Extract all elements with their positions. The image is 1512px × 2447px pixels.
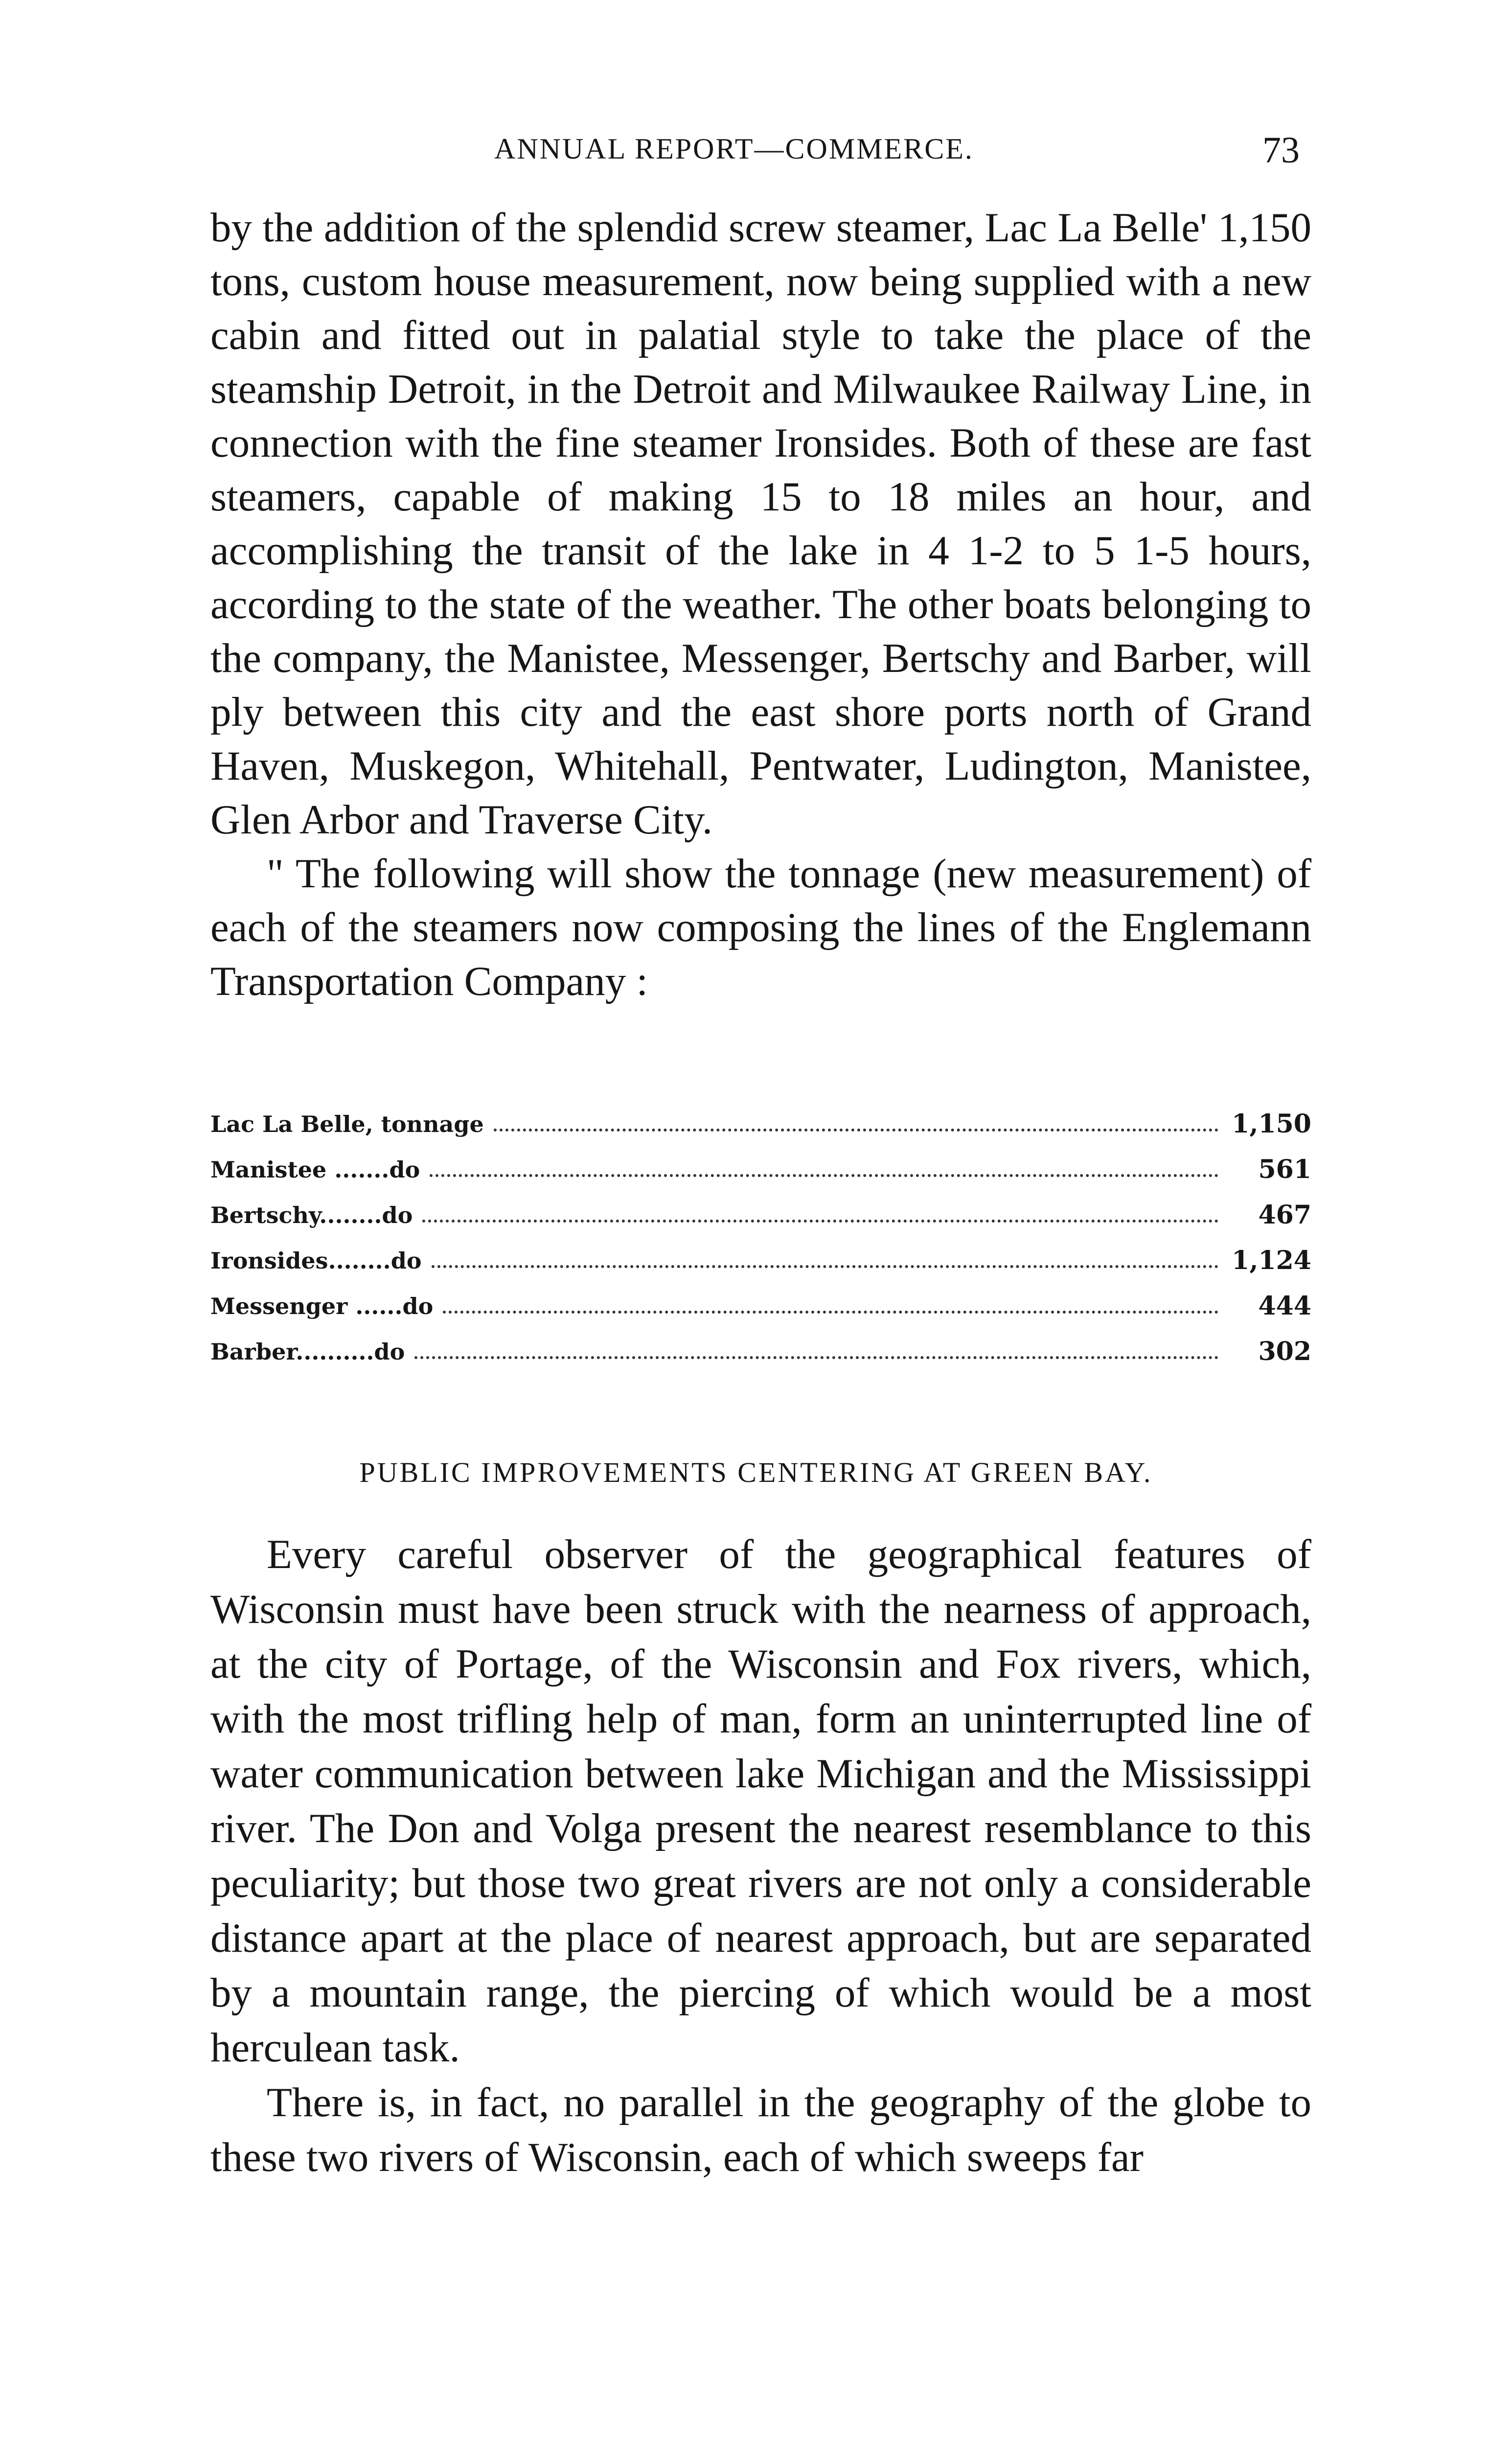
dot-leader (414, 1356, 1218, 1359)
vessel-tonnage: 467 (1258, 1200, 1311, 1230)
body-text (210, 201, 1311, 1008)
section-paragraph-2: There is, in fact, no parallel in the geography of the globe to these two rivers of Wisconsin, each of which sweeps far (210, 2079, 1311, 2180)
running-head-title: ANNUAL REPORT—COMMERCE. (494, 133, 974, 165)
vessel-name: Bertschy........do (210, 1201, 413, 1228)
tonnage-row (210, 1147, 1311, 1192)
vessel-tonnage: 302 (1258, 1337, 1311, 1366)
dot-leader (443, 1311, 1218, 1314)
vessel-name: Ironsides........do (210, 1247, 422, 1274)
body-paragraph-2: " The following will show the tonnage (new measurement) of each of the steamers now composing the lines of the Englemann Transportation Company : (210, 851, 1311, 1004)
vessel-tonnage: 561 (1258, 1154, 1311, 1184)
section-text (210, 1527, 1311, 2185)
tonnage-row (210, 1283, 1311, 1329)
vessel-tonnage: 1,124 (1232, 1246, 1311, 1275)
section-heading: PUBLIC IMPROVEMENTS CENTERING AT GREEN BAY. (359, 1456, 1153, 1488)
dot-leader (494, 1129, 1218, 1131)
body-paragraph-1: by the addition of the splendid screw steamer, Lac La Belle' 1,150 tons, custom house measurement, now being supplied with a new cabin and fitted out in palatial style to take the place of the steamship Detroit, in the Detroit and Milwaukee Railway Line, in connection with the fine steamer Ironsides. Both of these are fast steamers, capable of making 15 to 18 miles an hour, and accomplishing the transit of the lake in 4 1-2 to 5 1-5 hours, according to the state of the weather. The other boats belonging to the company, the Manistee, Messenger, Bertschy and Barber, will ply between this city and the east shore ports north of Grand Haven, Muskegon, Whitehall, Pentwater, Ludington, Manistee, Glen Arbor and Traverse City. (210, 205, 1311, 843)
vessel-name: Messenger ......do (210, 1293, 434, 1319)
section-paragraph-1: Every careful observer of the geographical features of Wisconsin must have been struck with the nearness of approach, at the city of Portage, of the Wisconsin and Fox rivers, which, with the most trifling help of man, form an uninterrupted line of water communication between lake Michigan and the Mississippi river. The Don and Volga present the nearest resemblance to this peculiarity; but those two great rivers are not only a considerable distance apart at the place of nearest approach, but are separated by a mountain range, the piercing of which would be a most herculean task. (210, 1531, 1311, 2071)
vessel-name: Manistee .......do (210, 1156, 420, 1183)
vessel-name: Barber..........do (210, 1338, 405, 1365)
vessel-tonnage: 444 (1258, 1291, 1311, 1321)
vessel-tonnage: 1,150 (1232, 1109, 1311, 1139)
vessel-name: Lac La Belle, tonnage (210, 1110, 484, 1137)
dot-leader (432, 1265, 1218, 1268)
running-head (0, 132, 1512, 171)
dot-leader (422, 1220, 1218, 1223)
tonnage-row (210, 1192, 1311, 1238)
tonnage-row (210, 1238, 1311, 1283)
tonnage-table (210, 1101, 1311, 1374)
tonnage-row (210, 1101, 1311, 1147)
tonnage-row (210, 1329, 1311, 1374)
dot-leader (430, 1174, 1218, 1177)
page-number: 73 (1262, 130, 1300, 171)
